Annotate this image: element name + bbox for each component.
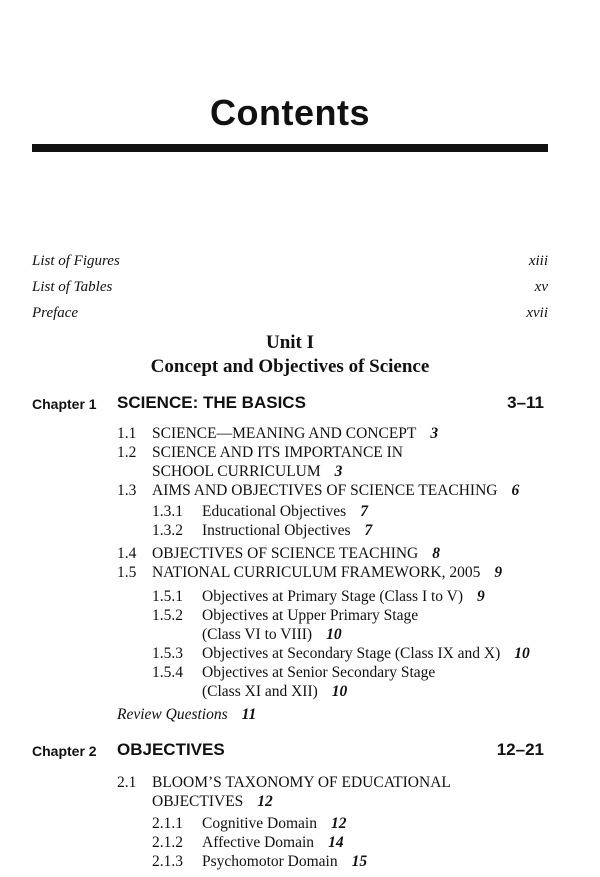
- review-questions: [117, 706, 256, 724]
- entry-text: Cognitive Domain: [202, 815, 317, 832]
- entry-page: 10: [326, 626, 342, 643]
- entry-page: 12: [330, 815, 347, 832]
- entry-text: Objectives at Secondary Stage (Class IX and X): [202, 645, 501, 662]
- toc-entry: [202, 815, 346, 833]
- entry-text: SCIENCE—MEANING AND CONCEPT: [152, 425, 417, 442]
- toc-entry-continued: [152, 463, 342, 481]
- title-rule: [32, 144, 548, 152]
- entry-page: 10: [331, 683, 348, 700]
- section-number: 1.2: [117, 444, 137, 461]
- chapter-title: SCIENCE: THE BASICS: [117, 393, 306, 412]
- toc-entry: [152, 545, 440, 563]
- entry-text: OBJECTIVES OF SCIENCE TEACHING: [152, 545, 419, 562]
- toc-entry-continued: [152, 793, 273, 811]
- entry-page: 9: [477, 588, 485, 605]
- entry-text: (Class VI to VIII): [202, 626, 313, 643]
- section-number: 1.3: [117, 482, 137, 499]
- chapter-pages: 3–11: [507, 393, 544, 412]
- entry-text: Affective Domain: [202, 834, 315, 851]
- entry-page: 9: [494, 564, 503, 581]
- toc-entry: [152, 564, 502, 582]
- subsection-number: 1.3.2: [152, 522, 183, 539]
- toc-entry: Objectives at Upper Primary Stage: [202, 607, 419, 624]
- chapter-title: OBJECTIVES: [117, 740, 225, 759]
- toc-entry: [202, 503, 368, 521]
- front-matter-label: List of Tables: [32, 279, 113, 295]
- entry-page: 10: [514, 645, 530, 662]
- entry-page: 8: [432, 545, 440, 562]
- entry-page: 7: [360, 503, 368, 520]
- subsection-number: 2.1.2: [152, 834, 183, 851]
- subsection-number: 1.3.1: [152, 503, 183, 520]
- section-number: 1.5: [117, 564, 137, 581]
- unit-number: Unit I: [265, 332, 315, 353]
- subsection-number: 2.1.1: [152, 815, 183, 832]
- front-matter-page: xvii: [526, 305, 548, 321]
- entry-page: 15: [351, 853, 368, 870]
- front-matter-page: xiii: [528, 253, 548, 269]
- entry-text: NATIONAL CURRICULUM FRAMEWORK, 2005: [152, 564, 481, 581]
- subsection-number: 1.5.1: [152, 588, 183, 605]
- subsection-number: 2.1.3: [152, 853, 183, 870]
- entry-page: 14: [328, 834, 344, 851]
- entry-text: Psychomotor Domain: [202, 853, 338, 870]
- page-title: Contents: [210, 92, 370, 133]
- subsection-number: 1.5.2: [152, 607, 183, 624]
- front-matter-label: Preface: [32, 305, 79, 321]
- toc-entry: [152, 482, 519, 500]
- toc-entry-continued: [202, 683, 347, 701]
- toc-entry-continued: [202, 626, 342, 644]
- section-number: 2.1: [117, 774, 137, 791]
- toc-entry: [202, 645, 530, 663]
- subsection-number: 1.5.3: [152, 645, 183, 662]
- entry-page: 12: [257, 793, 273, 810]
- toc-entry: BLOOM’S TAXONOMY OF EDUCATIONAL: [152, 774, 451, 791]
- entry-page: 11: [241, 706, 257, 723]
- entry-text: AIMS AND OBJECTIVES OF SCIENCE TEACHING: [152, 482, 498, 499]
- front-matter-page: xv: [534, 279, 548, 295]
- entry-page: 3: [430, 425, 439, 442]
- entry-page: 7: [364, 522, 373, 539]
- entry-text: Instructional Objectives: [202, 522, 351, 539]
- toc-entry: SCIENCE AND ITS IMPORTANCE IN: [152, 444, 404, 461]
- entry-text: (Class XI and XII): [202, 683, 318, 700]
- section-number: 1.1: [117, 425, 137, 442]
- toc-entry: [202, 522, 372, 540]
- toc-entry: [202, 588, 485, 606]
- chapter-label: Chapter 1: [32, 396, 97, 412]
- entry-text: OBJECTIVES: [152, 793, 244, 810]
- front-matter-label: List of Figures: [32, 253, 120, 269]
- entry-text: SCHOOL CURRICULUM: [152, 463, 321, 480]
- toc-entry: [152, 425, 438, 443]
- entry-page: 6: [511, 482, 520, 499]
- subsection-number: 1.5.4: [152, 664, 183, 681]
- toc-entry: Objectives at Senior Secondary Stage: [202, 664, 436, 681]
- toc-entry: [202, 853, 367, 871]
- entry-text: Educational Objectives: [202, 503, 347, 520]
- toc-entry: [202, 834, 344, 852]
- entry-text: Review Questions: [117, 706, 228, 723]
- chapter-label: Chapter 2: [32, 743, 97, 759]
- chapter-pages: 12–21: [496, 740, 544, 759]
- section-number: 1.4: [117, 545, 137, 562]
- unit-title: Concept and Objectives of Science: [150, 356, 430, 377]
- entry-page: 3: [334, 463, 343, 480]
- entry-text: Objectives at Primary Stage (Class I to V): [202, 588, 464, 605]
